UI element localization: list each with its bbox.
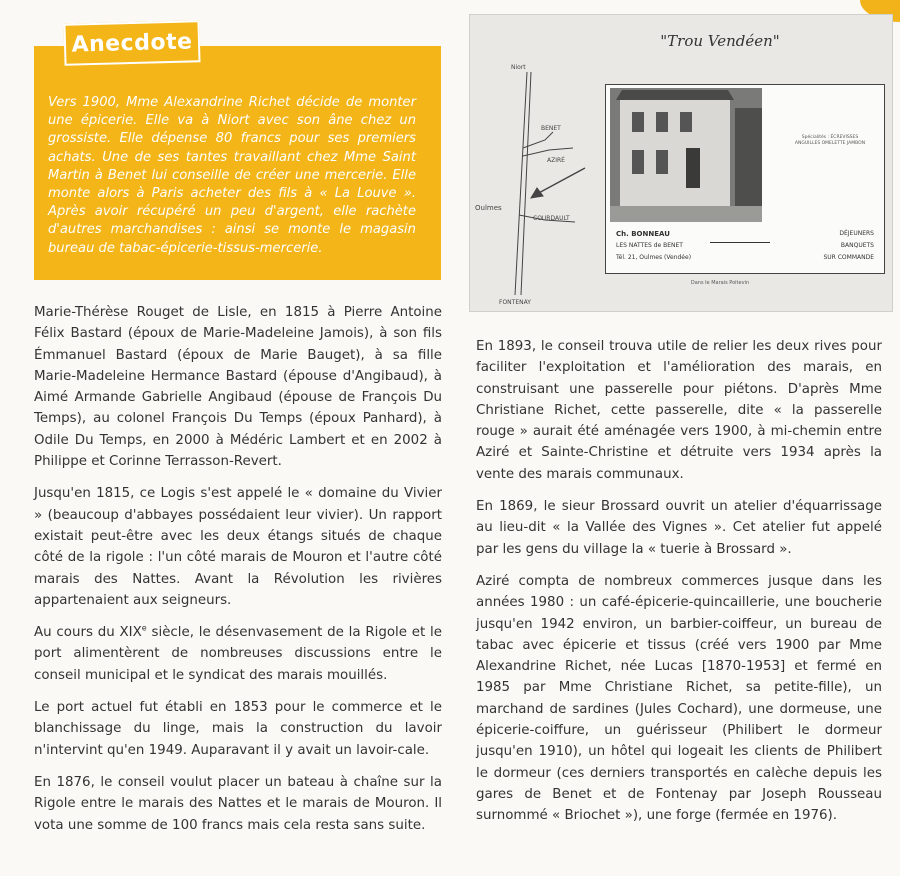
paragraph-text: siècle, le désenvasement de la Rigole et le port alimentèrent de nombreuses discussions entre le conseil municipal et le syndicat des marais mouillés. <box>34 625 442 683</box>
hand-drawn-map <box>475 60 615 310</box>
card-footer: Dans le Marais Poitevin <box>690 280 750 286</box>
map-label-azire: AZIRÉ <box>547 157 565 164</box>
building-photo <box>610 88 762 222</box>
anecdote-tag-label: Anecdote <box>71 28 193 58</box>
map-label-oulmes: Oulmes <box>475 204 502 212</box>
card-details <box>612 228 880 268</box>
building-image <box>610 88 762 222</box>
card-right-1: DÉJEUNERS <box>839 230 874 237</box>
superscript: e <box>141 623 147 633</box>
card-telephone: Tél. 21, Oulmes (Vendée) <box>616 254 692 261</box>
paragraph: Le port actuel fut établi en 1853 pour le commerce et le blanchissage du linge, mais la construction du lavoir n'intervint qu'en 1949. Auparavant il y avait un lavoir-cale. <box>34 700 442 758</box>
card-right-3: SUR COMMANDE <box>823 254 874 261</box>
paragraph: En 1893, le conseil trouva utile de relier les deux rives pour faciliter l'exploitation et l'amélioration des marais, en construisant une passerelle pour piétons. D'après Mme Christiane Richet, cette passerelle, dite « la passerelle rouge » aurait été aménagée vers 1900, à mi-chemin entre Aziré et Sainte-Christine et détruite vers 1934 après la vente des marais communaux. <box>476 339 882 482</box>
anecdote-text <box>48 94 416 258</box>
left-column <box>34 302 442 847</box>
card-specialities: Spécialités : ÉCREVISSES ANGUILLES OMELETTE JAMBON <box>794 135 866 146</box>
map-road <box>521 72 531 295</box>
paragraph: Marie-Thérèse Rouget de Lisle, en 1815 à Pierre Antoine Félix Bastard (époux de Marie-Madeleine Jamois), à son fils Émmanuel Bastard (époux de Marie Bauget), à sa fille Marie-Madeleine Hermance Bastard (épouse d'Angibaud), à Aimé Armande Gabrielle Angibaud (épouse de François Du Temps), au colonel François Du Temps (époux Panhard), à Odile Du Temps, en 2000 à Médéric Lambert et en 2002 à Philippe et Corinne Terrasson-Revert. <box>34 305 442 470</box>
map-label-benet: BENET <box>541 125 561 132</box>
card-name: Ch. BONNEAU <box>616 230 670 238</box>
map-road <box>523 148 573 156</box>
right-column <box>476 336 882 838</box>
photo-title: "Trou Vendéen" <box>660 32 780 50</box>
map-label-niort: Niort <box>511 64 526 71</box>
paragraph: En 1876, le conseil voulut placer un bateau à chaîne sur la Rigole entre le marais des Nattes et le marais de Mouron. Il vota une somme de 100 francs mais cela resta sans suite. <box>34 774 442 833</box>
paragraph: En 1869, le sieur Brossard ouvrit un atelier d'équarrissage au lieu-dit « la Vallée des Vignes ». Cet atelier fut appelé par les gens du village la « tuerie à Brossard ». <box>476 499 882 557</box>
map-label-courdault: COURDAULT <box>533 215 570 222</box>
paragraph <box>34 622 442 686</box>
card-ornament <box>710 242 770 243</box>
card-right-2: BANQUETS <box>840 242 874 249</box>
paragraph: Jusqu'en 1815, ce Logis s'est appelé le « domaine du Vivier » (beaucoup d'abbayes possédaient leur vivier). Un rapport existait peut-être avec les deux étangs situés de chaque côté de la rigole : l'un côté marais de Mouron et l'autre côté marais des Nattes. Avant la Révolution les rivières appartenaient aux seigneurs. <box>34 486 442 608</box>
card-address: LES NATTES de BENET <box>616 242 683 249</box>
paragraph-text: Au cours du XIX <box>34 625 142 641</box>
anecdote-tag <box>63 20 200 66</box>
map-arrow-head <box>531 188 543 198</box>
paragraph: Aziré compta de nombreux commerces jusque dans les années 1980 : un café-épicerie-quincaillerie, une boucherie jusqu'en 1942 environ, un barbier-coiffeur, un bureau de tabac avec épicerie et tissus (créé vers 1900 par Mme Alexandrine Richet, née Lucas [1870-1953] et fermé en 1985 par Mme Christiane Richet, sa petite-fille), un marchand de sardines (Jules Cochard), une dormeuse, une épicerie-coiffure, un guérisseur (Philibert le dormeur jusqu'en 1910), un hôtel qui logeait les clients de Philibert le dormeur (ces derniers transportés en calèche depuis les gares de Benet et de Fontenay par Joseph Rousseau surnommé « Briochet »), une forge (fermée en 1976). <box>476 573 882 824</box>
map-road <box>515 72 527 295</box>
map-label-fontenay: FONTENAY <box>499 299 531 306</box>
map-arrow <box>535 168 585 195</box>
anecdote-paragraph: Vers 1900, Mme Alexandrine Richet décide de monter une épicerie. Elle va à Niort avec son âne chez un grossiste. Elle dépense 80 francs pour ses premiers achats. Une de ses tantes travaillant chez Mme Saint Martin à Benet lui conseille de créer une mercerie. Elle monte alors à Paris acheter des fils à « La Louve ». Après avoir récupéré un peu d'argent, elle rachète d'autres marchandises : ainsi se monte le magasin bureau de tabac-épicerie-tissus-mercerie. <box>48 95 416 256</box>
